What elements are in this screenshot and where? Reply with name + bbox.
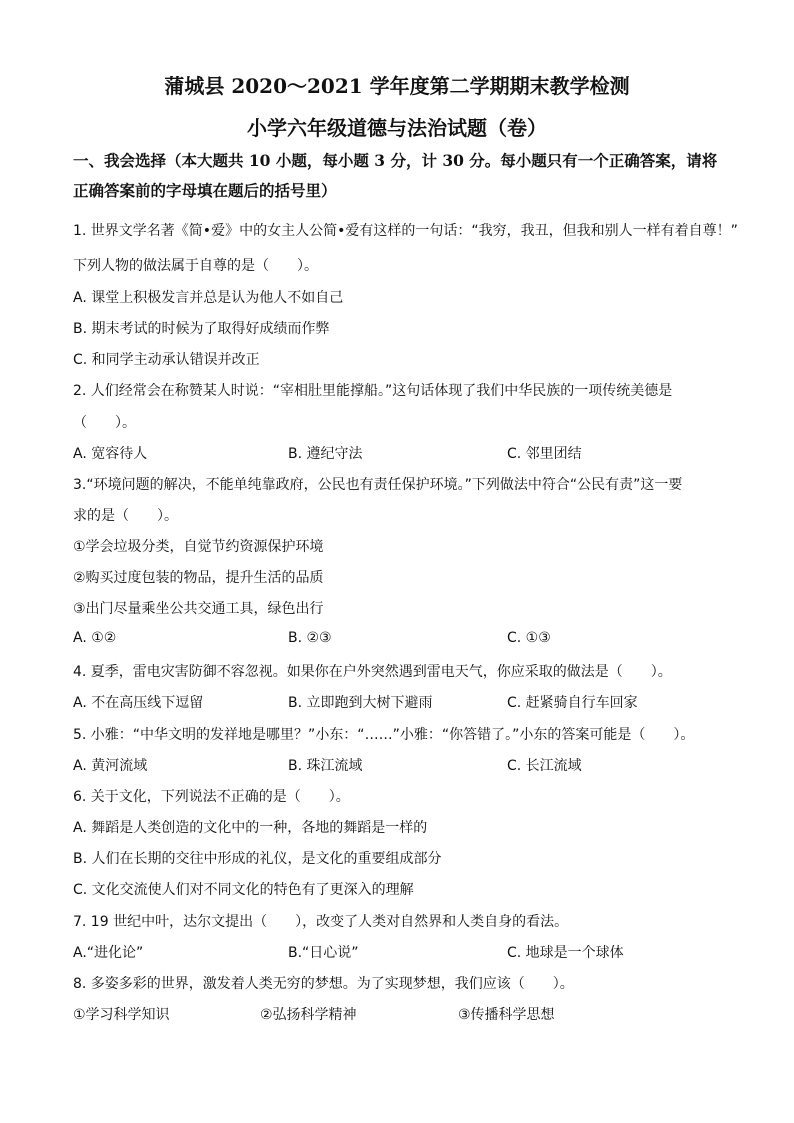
question-5-option-b: B. 珠江流域 [288,758,363,774]
question-8-item-1: ①学习科学知识 [73,1007,170,1023]
question-7-stem: 7. 19 世纪中叶，达尔文提出（ ），改变了人类对自然界和人类自身的看法。 [73,914,569,930]
question-8-item-2: ②弘扬科学精神 [260,1007,357,1023]
question-2-option-b: B. 遵纪守法 [288,446,363,462]
question-7-option-b: B.“日心说” [288,945,359,961]
exam-subtitle: 小学六年级道德与法治试题（卷） [247,116,547,140]
question-5-stem: 5. 小雅：“中华文明的发祥地是哪里？”小东：“……”小雅：“你答错了。”小东的答案可能是（ ）。 [73,727,695,743]
question-2-stem: 2. 人们经常会在称赞某人时说：“宰相肚里能撑船。”这句话体现了我们中华民族的一项传统美德是 [73,383,673,399]
question-5-option-a: A. 黄河流域 [73,758,148,774]
question-8-stem: 8. 多姿多彩的世界，激发着人类无穷的梦想。为了实现梦想，我们应该（ ）。 [73,976,574,992]
section-1-heading [73,146,733,206]
question-4-option-b: B. 立即跑到大树下避雨 [288,695,433,711]
question-7-option-a: A.“进化论” [73,945,144,961]
question-6-option-c: C. 文化交流使人们对不同文化的特色有了更深入的理解 [73,882,414,898]
question-2-option-c: C. 邻里团结 [507,446,582,462]
question-4-option-a: A. 不在高压线下逗留 [73,695,204,711]
question-1-option-a: A. 课堂上积极发言并总是认为他人不如自己 [73,290,344,306]
question-3-option-a: A. ①② [73,630,117,646]
question-2-option-a: A. 宽容待人 [73,446,148,462]
question-4-stem: 4. 夏季，雷电灾害防御不容忽视。如果你在户外突然遇到雷电天气，你应采取的做法是（ ）。 [73,664,672,680]
section-heading-line: 正确答案前的字母填在题后的括号里） [73,181,337,200]
question-2-stem-cont: （ ）。 [73,415,136,431]
question-8-item-3: ③传播科学思想 [458,1007,555,1023]
question-3-option-b: B. ②③ [288,630,332,646]
question-4-option-c: C. 赶紧骑自行车回家 [507,695,638,711]
question-6-stem: 6. 关于文化，下列说法不正确的是（ ）。 [73,789,350,805]
question-3-item-1: ①学会垃圾分类，自觉节约资源保护环境 [73,539,324,555]
question-1-option-c: C. 和同学主动承认错误并改正 [73,352,260,368]
question-3-stem: 3.“环境问题的解决，不能单纯靠政府，公民也有责任保护环境。”下列做法中符合“公民有责”这一要 [73,477,683,493]
question-3-item-3: ③出门尽量乘坐公共交通工具，绿色出行 [73,601,324,617]
question-6-option-b: B. 人们在长期的交往中形成的礼仪，是文化的重要组成部分 [73,851,442,867]
question-1-stem-cont: 下列人物的做法属于自尊的是（ ）。 [73,258,318,274]
question-3-stem-cont: 求的是（ ）。 [73,508,178,524]
section-heading-line: 一、我会选择（本大题共 10 小题，每小题 3 分，计 30 分。每小题只有一个正确答案，请将 [73,151,718,170]
question-7-option-c: C. 地球是一个球体 [507,945,624,961]
question-3-option-c: C. ①③ [507,630,551,646]
question-1-option-b: B. 期末考试的时候为了取得好成绩而作弊 [73,321,330,337]
question-5-option-c: C. 长江流域 [507,758,582,774]
exam-title: 蒲城县 2020～2021 学年度第二学期期末教学检测 [164,74,630,98]
question-1-stem: 1. 世界文学名著《简•爱》中的女主人公简•爱有这样的一句话：“我穷，我丑，但我和别人一样有着自尊！” [73,223,738,239]
question-6-option-a: A. 舞蹈是人类创造的文化中的一种，各地的舞蹈是一样的 [73,820,428,836]
question-3-item-2: ②购买过度包装的物品，提升生活的品质 [73,570,324,586]
